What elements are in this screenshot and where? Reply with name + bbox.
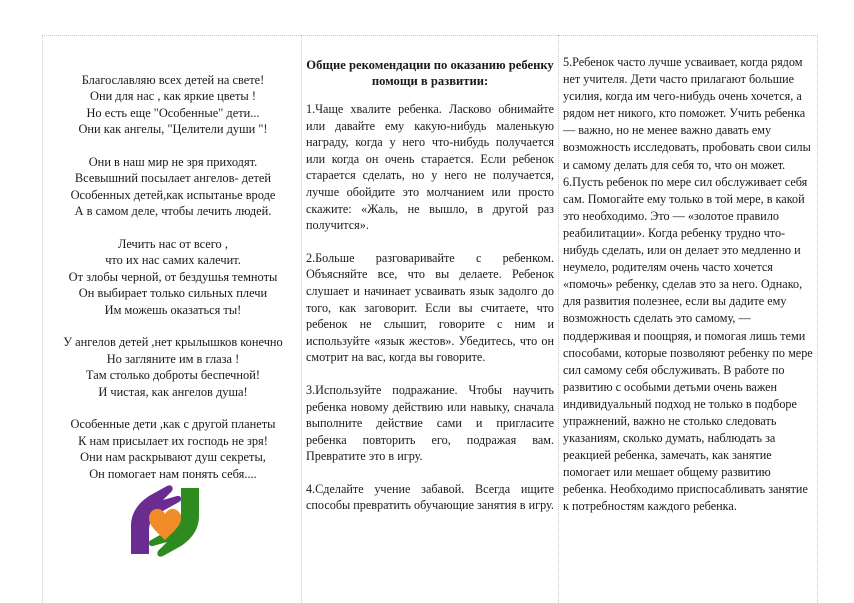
poem-line: Лечить нас от всего , <box>118 237 228 252</box>
poem-line: Но загляните им в глаза ! <box>106 351 240 366</box>
recommendation-item: 6.Пусть ребенок по мере сил обслуживает себя сам. Помогайте ему только в той мере, в какой это необходимо. Это — «золотое правило реабилитации». Когда ребенку трудно что-нибудь сделать, или он делает это медленно и неумело, родителям очень часто хочется «помочь» ребенку, сделав это за него. Однако, для развития полезнее, если вы дадите ему возможность сделать это самому, — поддерживая и поощряя, и помогая лишь теми способами, которые позволяют ребенку по мере сил самому себя обслуживать. В работе по развитию с особыми детьми очень важен индивидуальный подход не только в подборе упражнений, важно не столько следовать указаниям, сколько думать, наблюдать за реакцией ребенка, замечать, как занятие помогает или мешает общему развитию ребенка. Необходимо приспосабливать занятие к потребностям каждого ребенка. <box>563 174 813 514</box>
recommendation-item: 4.Сделайте учение забавой. Всегда ищите способы превратить обучающие занятия в игру. <box>306 481 554 513</box>
poem-line: К нам присылает их господь не зря! <box>78 433 268 448</box>
poem-line: Особенные дети ,как с другой планеты <box>70 417 276 432</box>
brochure-page <box>42 35 818 603</box>
recommendation-item: 5.Ребенок часто лучше усваивает, когда рядом нет учителя. Дети часто прилагают большие усилия, когда им чего-нибудь очень хочется, а рядом нет никого, кто поможет. Учить ребенка — важно, но не менее важно давать ему возможность исследовать, пробовать свои силы и самому делать для себя то, что он может. <box>563 55 811 172</box>
recommendations-column <box>301 35 558 603</box>
poem-column <box>42 35 301 603</box>
poem-stanza <box>47 334 299 400</box>
poem <box>47 72 299 498</box>
recommendation-item: 3.Используйте подражание. Чтобы научить ребенка новому действию или навыку, сначала выполните действие сами и пригласите ребенка повторить его, подражая вам. Превратите это в игру. <box>306 382 554 464</box>
recommendation-item: 1.Чаще хвалите ребенка. Ласково обнимайте или давайте ему какую-нибудь маленькую награду, когда у него что-нибудь получается или когда он очень старается. Если ребенок старается сделать, но у него не получается, лучше обойдите это молчанием или просто скажите: «Жаль, не вышло, в другой раз получится». <box>306 102 554 233</box>
poem-line: У ангелов детей ,нет крылышков конечно <box>63 335 283 350</box>
poem-line: Благославляю всех детей на свете! <box>81 73 265 87</box>
poem-line: Он помогает нам понять себя.... <box>89 466 257 481</box>
poem-line: Они нам раскрывают душ секреты, <box>80 450 266 465</box>
poem-stanza <box>47 416 299 482</box>
poem-line: И чистая, как ангелов душа! <box>98 384 248 399</box>
poem-line: Всевышний посылает ангелов- детей <box>74 171 272 186</box>
poem-line: что их нас самих калечит. <box>105 253 241 268</box>
poem-stanza <box>47 236 299 318</box>
poem-line: Им можешь оказаться ты! <box>104 302 242 317</box>
poem-stanza <box>47 154 299 220</box>
poem-line: Он выбирает только сильных плечи <box>78 286 268 301</box>
recommendations-cont-column <box>558 35 818 603</box>
poem-line: Особенных детей,как испытанье вроде <box>70 187 276 202</box>
poem-line: Они для нас , как яркие цветы ! <box>90 89 256 104</box>
recommendations-title: Общие рекомендации по оказанию ребенку помощи в развитии: <box>306 58 554 88</box>
poem-stanza <box>47 72 299 138</box>
poem-line: Там столько доброты беспечной! <box>86 368 260 383</box>
poem-line: А в самом деле, чтобы лечить людей. <box>74 204 272 219</box>
poem-line: Но есть еще "Особенные" дети... <box>86 105 260 120</box>
recommendation-item: 2.Больше разговаривайте с ребенком. Объясняйте все, что вы делаете. Ребенок слушает и начинает усваивать язык задолго до того, как заговорит. Если вы считаете, что ребенок не слышит, говорите с ним и используйте «язык жестов». Убедитесь, что он смотрит на вас, когда вы говорите. <box>306 250 554 365</box>
poem-line: Они как ангелы, "Целители души "! <box>78 122 268 137</box>
poem-line: Они в наш мир не зря приходят. <box>88 155 258 170</box>
poem-line: От злобы черной, от бездушья темноты <box>68 269 278 284</box>
recommendations-cont <box>563 54 816 516</box>
hands-heart-icon <box>127 484 203 558</box>
recommendations <box>306 57 554 530</box>
